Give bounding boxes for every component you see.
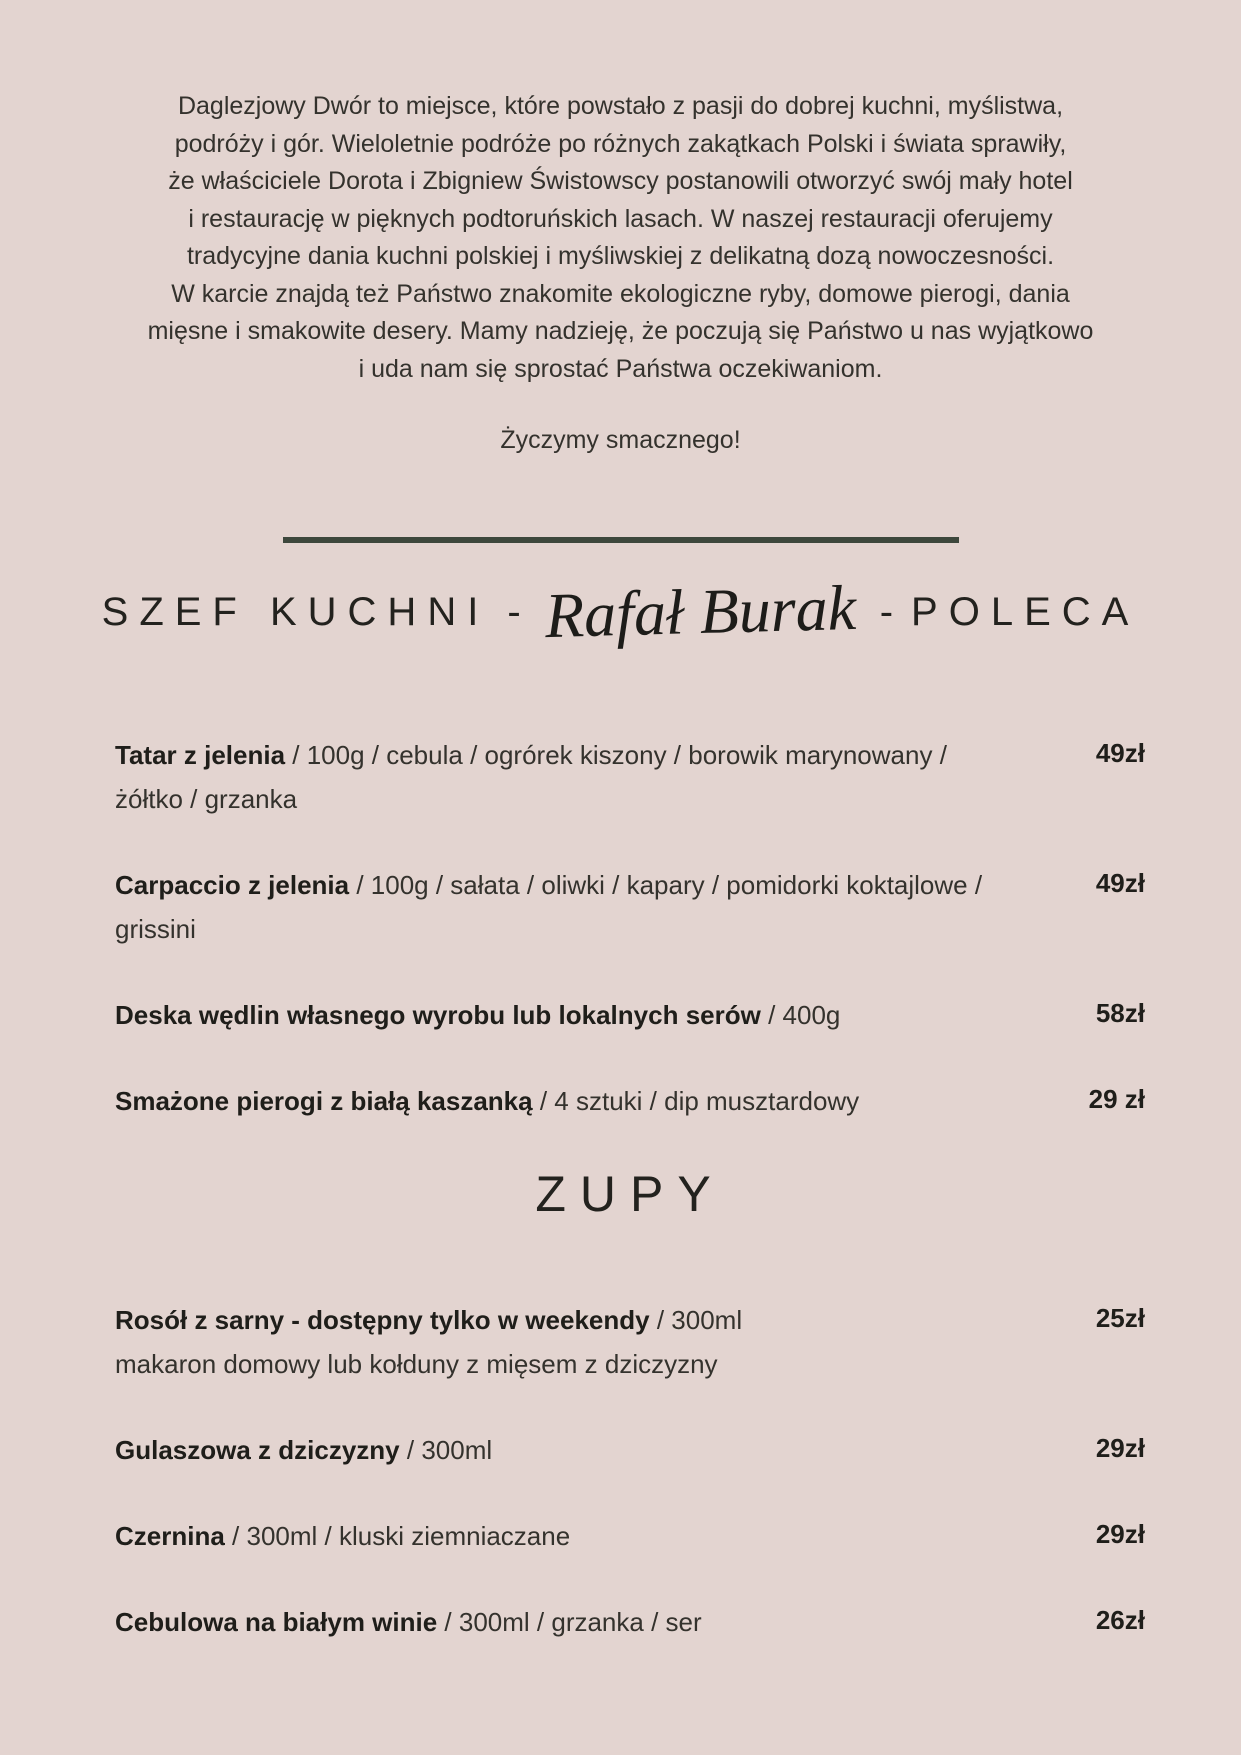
menu-item-name: Carpaccio z jelenia xyxy=(115,870,350,900)
section-divider xyxy=(283,537,959,543)
chef-name-signature: Rafał Burak xyxy=(543,571,857,652)
chef-header-left-caps: SZEF KUCHNI xyxy=(101,589,490,634)
chef-header-dash: - xyxy=(879,589,894,634)
intro-line: Daglezjowy Dwór to miejsce, które powstało z pasji do dobrej kuchni, myślistwa, xyxy=(177,92,1064,120)
menu-item xyxy=(115,1514,1145,1558)
menu-item-text xyxy=(115,1298,742,1386)
menu-item-description: / 300ml xyxy=(656,1305,743,1335)
menu-item-name: Cebulowa na białym winie xyxy=(115,1607,438,1637)
menu-item-price: 49zł xyxy=(1095,868,1145,898)
intro-line: że właściciele Dorota i Zbigniew Świstowscy postanowili otworzyć swój mały hotel xyxy=(168,167,1073,195)
menu-item xyxy=(115,1428,1145,1472)
menu-item-text xyxy=(115,1514,570,1558)
menu-item-note: makaron domowy lub kołduny z mięsem z dziczyzny xyxy=(115,1349,718,1379)
chef-header-right-caps: POLECA xyxy=(911,589,1140,634)
menu-item-text xyxy=(115,1079,859,1123)
menu-item-name: Czernina xyxy=(115,1521,225,1551)
intro-line: i uda nam się sprostać Państwa oczekiwaniom. xyxy=(358,354,883,383)
menu-list xyxy=(0,671,1241,1644)
menu-item-description: / 300ml xyxy=(406,1435,493,1465)
menu-item-description: / 400g xyxy=(768,1000,841,1030)
menu-item-description: / 100g / sałata / oliwki / kapary / pomidorki koktajlowe / grissini xyxy=(115,870,983,944)
menu-item-text xyxy=(115,1428,492,1472)
menu-item-price: 26zł xyxy=(1095,1605,1145,1635)
menu-item xyxy=(115,1600,1145,1644)
intro-line: W karcie znajdą też Państwo znakomite ekologiczne ryby, domowe pierogi, dania xyxy=(171,279,1070,308)
menu-item-price: 58zł xyxy=(1095,998,1145,1028)
menu-item-name: Rosół z sarny - dostępny tylko w weekendy xyxy=(115,1305,650,1335)
menu-item-name: Gulaszowa z dziczyzny xyxy=(115,1435,400,1465)
intro-line: i restaurację w pięknych podtoruńskich lasach. W naszej restauracji oferujemy xyxy=(188,204,1053,233)
menu-item xyxy=(115,1298,1145,1386)
menu-item-price: 29zł xyxy=(1095,1519,1145,1549)
menu-item-description: / 300ml / kluski ziemniaczane xyxy=(232,1521,571,1551)
menu-item-text xyxy=(115,993,840,1037)
intro-line: tradycyjne dania kuchni polskiej i myśliwskiej z delikatną dozą nowoczesności. xyxy=(186,242,1055,270)
zupy-heading: ZUPY xyxy=(535,1166,725,1222)
menu-item-price: 25zł xyxy=(1095,1303,1145,1333)
menu-item-text xyxy=(115,863,985,951)
intro-paragraph xyxy=(0,0,1241,388)
menu-item-description: / 100g / cebula / ogrórek kiszony / borowik marynowany / żółtko / grzanka xyxy=(115,740,947,814)
closing-wish: Życzymy smacznego! xyxy=(500,426,741,454)
chef-section-header xyxy=(0,553,1241,671)
menu-item xyxy=(115,993,1145,1037)
menu-item xyxy=(115,733,1145,821)
menu-item xyxy=(115,863,1145,951)
chef-header-dash: - xyxy=(507,589,521,634)
menu-item-name: Smażone pierogi z białą kaszanką xyxy=(115,1086,533,1116)
menu-item-description: / 4 sztuki / dip musztardowy xyxy=(539,1086,860,1116)
menu-item-price: 29zł xyxy=(1095,1433,1145,1463)
menu-item-name: Deska wędlin własnego wyrobu lub lokalnych serów xyxy=(115,1000,761,1030)
menu-item-price: 29 zł xyxy=(1088,1084,1145,1114)
menu-item-text xyxy=(115,1600,702,1644)
menu-item-name: Tatar z jelenia xyxy=(115,740,286,770)
menu-item-price: 49zł xyxy=(1095,738,1145,768)
menu-item-description: / 300ml / grzanka / ser xyxy=(444,1607,702,1637)
menu-item-text xyxy=(115,733,985,821)
intro-line: podróży i gór. Wieloletnie podróże po różnych zakątkach Polski i świata sprawiły, xyxy=(174,129,1067,158)
menu-item xyxy=(115,1079,1145,1123)
intro-line: mięsne i smakowite desery. Mamy nadzieję, że poczują się Państwo u nas wyjątkowo xyxy=(147,317,1094,345)
